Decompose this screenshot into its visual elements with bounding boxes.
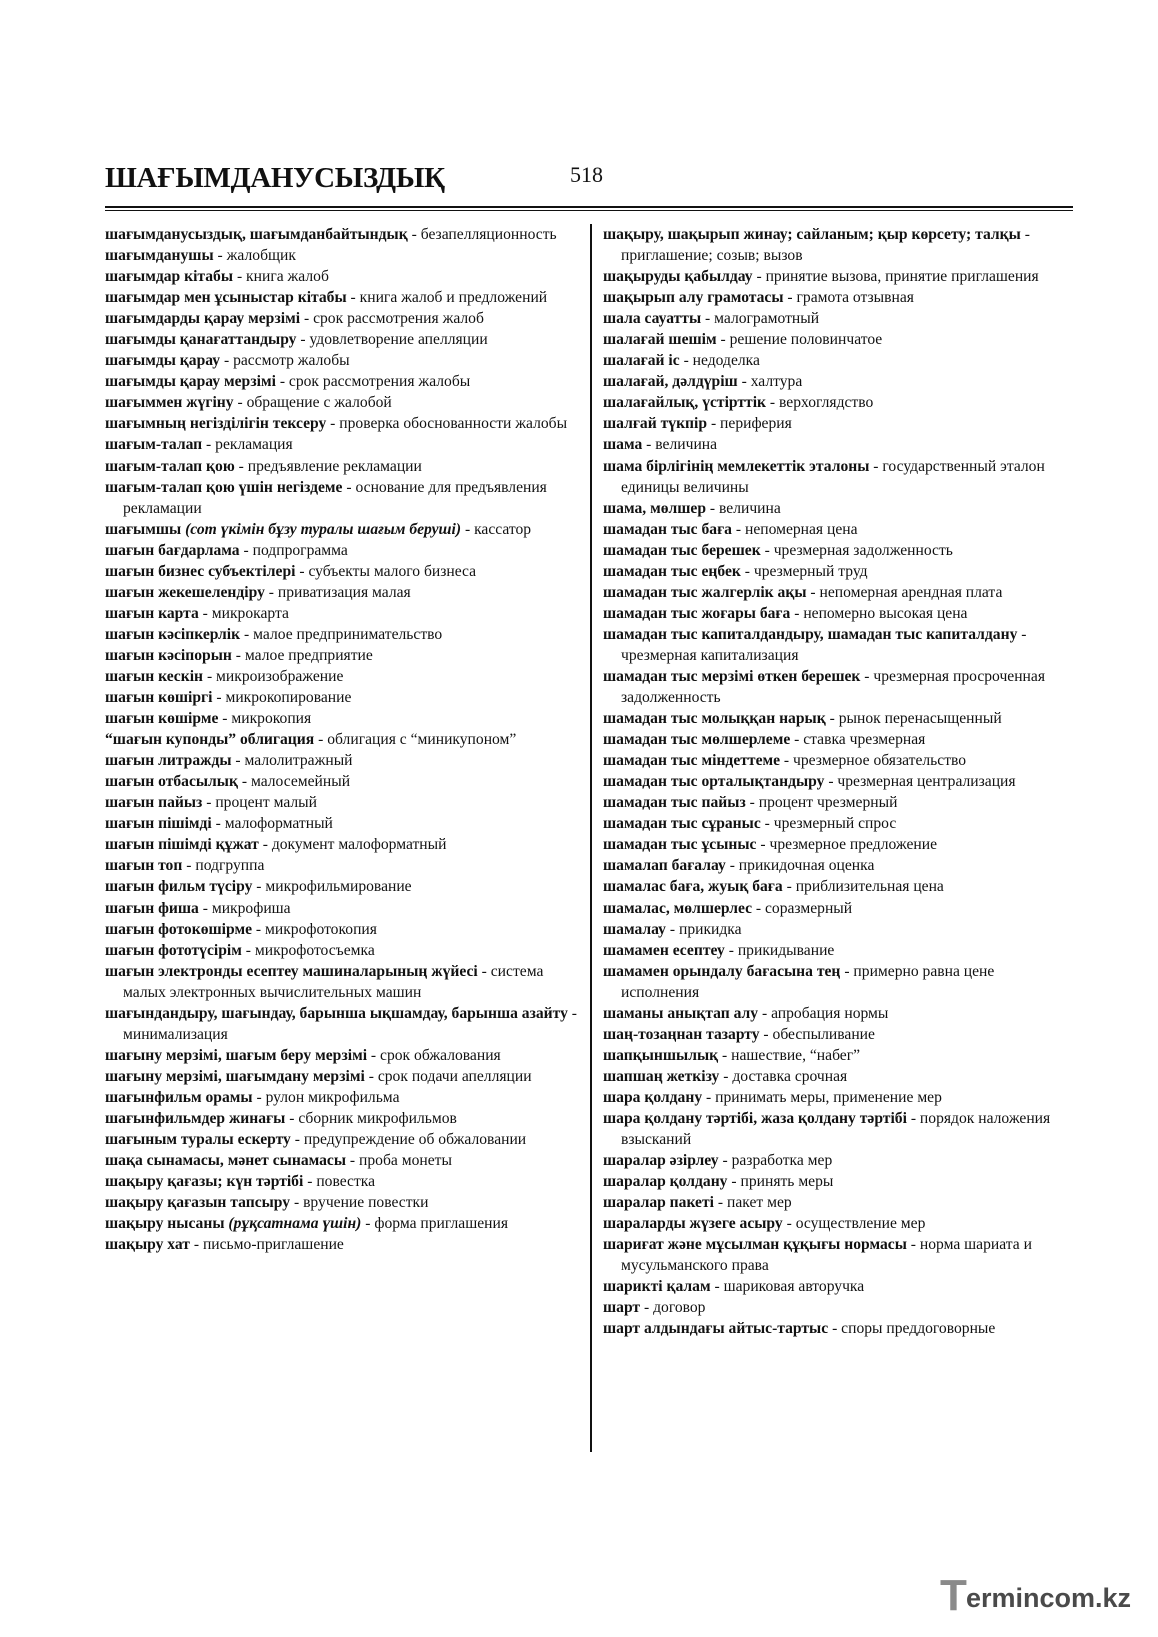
- entry-translation: малоформатный: [224, 815, 333, 833]
- entry-translation: прикидывание: [737, 941, 835, 959]
- entry-translation: минимализация: [123, 1025, 228, 1043]
- dictionary-entry: шағымшы (сот үкімін бұзу туралы шағым беруші) - кассатор: [105, 520, 532, 538]
- entry-translation: обращение с жалобой: [246, 394, 392, 412]
- dictionary-entry: шағын карта - микрокарта: [105, 604, 289, 622]
- entry-translation: повестка: [316, 1173, 376, 1191]
- entry-translation: форма приглашения: [374, 1215, 508, 1233]
- entry-translation: проверка обоснованности жалобы: [339, 415, 568, 433]
- dictionary-entry: шағын көшіргі - микрокопирование: [105, 689, 352, 707]
- dictionary-entry: шағын жекешелендіру - приватизация малая: [105, 583, 411, 601]
- entry-term: шамалау: [603, 920, 666, 938]
- entry-translation: непомерная арендная плата: [819, 583, 1003, 601]
- dictionary-entry: шағыным туралы ескерту - предупреждение об обжаловании: [105, 1131, 527, 1149]
- entry-term: шағын отбасылық: [105, 773, 238, 791]
- entry-note: (сот үкімін бұзу туралы шағым беруші): [185, 520, 462, 538]
- entry-term: шаманы анықтап алу: [603, 1004, 759, 1022]
- entry-translation: принять меры: [740, 1173, 834, 1191]
- entry-translation: субъекты малого бизнеса: [308, 562, 477, 580]
- entry-translation: книга жалоб: [246, 268, 329, 286]
- dictionary-entry: шағыну мерзімі, шағымдану мерзімі - срок подачи апелляции: [105, 1067, 532, 1085]
- entry-term: шағын кәсіпкерлік: [105, 625, 241, 643]
- entry-term: шамалас, мөлшерлес: [603, 899, 752, 917]
- dictionary-entry: шарт алдындағы айтыс-тартыс - споры преддоговорные: [603, 1320, 996, 1338]
- entry-translation: чрезмерная централизация: [837, 773, 1016, 791]
- entry-translation: халтура: [750, 373, 803, 391]
- entry-term: шағым-талап: [105, 436, 203, 454]
- entry-term: шамадан тыс міндеттеме: [603, 752, 781, 770]
- entry-translation: чрезмерное обязательство: [793, 752, 967, 770]
- entry-term: шалғай түкпір: [603, 415, 708, 433]
- dictionary-entry: шағын пішімді құжат - документ малоформатный: [105, 836, 447, 854]
- entry-term: шағыну мерзімі, шағымдану мерзімі: [105, 1067, 365, 1085]
- entry-term: шапқыншылық: [603, 1046, 719, 1064]
- entry-term: шағын электронды есептеу машиналарының жүйесі: [105, 962, 478, 980]
- entry-translation: договор: [653, 1299, 706, 1317]
- dictionary-entry: шамадан тыс берешек - чрезмерная задолженность: [603, 541, 953, 559]
- dictionary-entry: шағын литражды - малолитражный: [105, 752, 353, 770]
- entry-term: шақыру, шақырып жинау; сайланым; қыр көрсету; талқы: [603, 226, 1021, 243]
- entry-translation: приблизительная цена: [795, 878, 944, 896]
- column-divider: [590, 224, 592, 1452]
- dictionary-entry: шағын кәсіпорын - малое предприятие: [105, 646, 373, 664]
- entry-translation: примерно равна цене исполнения: [621, 962, 995, 1001]
- entry-term: шамадан тыс жалгерлік ақы: [603, 583, 807, 601]
- entry-term: шарикті қалам: [603, 1278, 711, 1296]
- entry-translation: разработка мер: [731, 1152, 833, 1170]
- entry-term: шағыммен жүгіну: [105, 394, 234, 412]
- entry-term: шақырып алу грамотасы: [603, 289, 784, 307]
- dictionary-entry: шағын кәсіпкерлік - малое предпринимательство: [105, 625, 443, 643]
- dictionary-entry: шағын топ - подгруппа: [105, 857, 265, 875]
- entry-term: шамадан тыс капиталдандыру, шамадан тыс капиталдану: [603, 625, 1018, 643]
- entry-term: шағын бизнес субъектілері: [105, 562, 296, 580]
- entry-term: шамадан тыс берешек: [603, 541, 761, 559]
- entry-translation: предупреждение об обжаловании: [303, 1131, 527, 1149]
- dictionary-entry: шағын пайыз - процент малый: [105, 794, 317, 812]
- entry-translation: срок рассмотрения жалобы: [288, 373, 471, 391]
- page-number: 518: [570, 162, 603, 187]
- dictionary-entry: шағым-талап қою үшін негіздеме - основание для предъявления рекламации: [105, 478, 547, 517]
- entry-term: шағым-талап қою үшін негіздеме: [105, 478, 343, 496]
- entry-translation: чрезмерный труд: [753, 562, 868, 580]
- dictionary-entry: шақыруды қабылдау - принятие вызова, принятие приглашения: [603, 268, 1039, 286]
- dictionary-entry: шағымды қанағаттандыру - удовлетворение апелляции: [105, 331, 488, 349]
- entry-translation: споры преддоговорные: [841, 1320, 996, 1338]
- entry-translation: малое предприятие: [244, 646, 373, 664]
- entry-translation: рекламация: [215, 436, 293, 454]
- entry-translation: микрокарта: [211, 604, 289, 622]
- entry-translation: верхоглядство: [779, 394, 874, 412]
- entry-term: шала сауатты: [603, 310, 702, 328]
- entry-term: шарт алдындағы айтыс-тартыс: [603, 1320, 829, 1338]
- dictionary-entry: шамадан тыс мөлшерлеме - ставка чрезмерная: [603, 731, 926, 749]
- entry-term: шақыру қағазын тапсыру: [105, 1194, 291, 1212]
- dictionary-entry: шағыну мерзімі, шағым беру мерзімі - срок обжалования: [105, 1046, 501, 1064]
- entry-translation: непомерная цена: [744, 520, 858, 538]
- entry-term: шамадан тыс ұсыныс: [603, 836, 757, 854]
- entry-translation: основание для предъявления рекламации: [123, 478, 547, 517]
- entry-term: шағын карта: [105, 604, 199, 622]
- dictionary-entry: шағымдарды қарау мерзімі - срок рассмотрения жалоб: [105, 310, 484, 328]
- entry-translation: микрофильмирование: [265, 878, 412, 896]
- entry-translation: норма шариата и мусульманского права: [621, 1236, 1032, 1275]
- dictionary-entry: шағын бағдарлама - подпрограмма: [105, 541, 348, 559]
- entry-translation: микрофотосъемка: [254, 941, 375, 959]
- dictionary-entry: шамалап бағалау - прикидочная оценка: [603, 857, 875, 875]
- entry-translation: чрезмерное предложение: [769, 836, 937, 854]
- entry-term: шағыным туралы ескерту: [105, 1131, 291, 1149]
- dictionary-entry: шақыру нысаны (рұқсатнама үшін) - форма приглашения: [105, 1215, 508, 1233]
- dictionary-entry: шақыру қағазы; күн тәртібі - повестка: [105, 1173, 376, 1191]
- dictionary-entry: шапқыншылық - нашествие, “набег”: [603, 1046, 861, 1064]
- entry-translation: малограмотный: [714, 310, 820, 328]
- entry-term: шамадан тыс баға: [603, 520, 732, 538]
- entry-term: шағындандыру, шағындау, барынша ықшамдау, барынша азайту: [105, 1004, 568, 1022]
- dictionary-entry: шаралар қолдану - принять меры: [603, 1173, 834, 1191]
- entry-translation: осуществление мер: [795, 1215, 926, 1233]
- dictionary-entry: шағыммен жүгіну - обращение с жалобой: [105, 394, 392, 412]
- dictionary-entry: шамадан тыс орталықтандыру - чрезмерная централизация: [603, 773, 1016, 791]
- dictionary-entry: шағынфильм орамы - рулон микрофильма: [105, 1088, 400, 1106]
- dictionary-entry: шағын фототүсірім - микрофотосъемка: [105, 941, 375, 959]
- entry-term: шамамен есептеу: [603, 941, 725, 959]
- entry-term: шамалап бағалау: [603, 857, 726, 875]
- entry-term: “шағын купонды” облигация: [105, 731, 315, 749]
- entry-translation: чрезмерный спрос: [773, 815, 897, 833]
- dictionary-entry: шағын фотокөшірме - микрофотокопия: [105, 920, 377, 938]
- entry-translation: приватизация малая: [277, 583, 411, 601]
- termincom-logo: [940, 1572, 1140, 1622]
- dictionary-entry: шара қолдану тәртібі, жаза қолдану тәртібі - порядок наложения взысканий: [603, 1109, 1051, 1149]
- entry-term: шағын фильм түсіру: [105, 878, 253, 896]
- logo-initial: T: [940, 1571, 967, 1620]
- entry-term: шариғат және мұсылман құқығы нормасы: [603, 1236, 907, 1254]
- entry-term: шалағай, дәлдүріш: [603, 373, 738, 391]
- dictionary-entry: шалағайлық, үстірттік - верхоглядство: [603, 394, 874, 412]
- dictionary-entry: шамамен есептеу - прикидывание: [603, 941, 835, 959]
- entry-translation: подпрограмма: [252, 541, 348, 559]
- entry-translation: апробация нормы: [771, 1004, 889, 1022]
- dictionary-entry: шамадан тыс мерзімі өткен берешек - чрезмерная просроченная задолженность: [603, 667, 1045, 707]
- dictionary-entry: шағын фиша - микрофиша: [105, 899, 291, 917]
- entry-translation: процент чрезмерный: [758, 794, 898, 812]
- entry-translation: удовлетворение апелляции: [309, 331, 488, 349]
- entry-term: шамадан тыс молыққан нарық: [603, 710, 826, 728]
- dictionary-entry: шағымның негізділігін тексеру - проверка обоснованности жалобы: [105, 415, 568, 433]
- entry-term: шағымды қарау мерзімі: [105, 373, 276, 391]
- entry-term: шағымданусыздық, шағымданбайтындық: [105, 226, 408, 243]
- dictionary-entry: шамалас, мөлшерлес - соразмерный: [603, 899, 853, 917]
- entry-term: шағынфильм орамы: [105, 1088, 253, 1106]
- entry-translation: принимать меры, применение мер: [715, 1088, 942, 1106]
- dictionary-entry: “шағын купонды” облигация - облигация с “миникупоном”: [105, 731, 517, 749]
- dictionary-entry: шағымды қарау мерзімі - срок рассмотрения жалобы: [105, 373, 471, 391]
- dictionary-entry: шараларды жүзеге асыру - осуществление мер: [603, 1215, 926, 1233]
- dictionary-entry: шағым-талап қою - предъявление рекламации: [105, 457, 422, 475]
- entry-term: шағын жекешелендіру: [105, 583, 265, 601]
- entry-term: шағын кескін: [105, 667, 204, 685]
- right-column: [603, 224, 1073, 1339]
- dictionary-entry: шамадан тыс еңбек - чрезмерный труд: [603, 562, 868, 580]
- entry-translation: недоделка: [692, 352, 760, 370]
- entry-term: шамадан тыс мөлшерлеме: [603, 731, 791, 749]
- entry-translation: книга жалоб и предложений: [359, 289, 548, 307]
- entry-translation: приглашение; созыв; вызов: [621, 247, 803, 265]
- page-title: ШАҒЫМДАНУСЫЗДЫҚ: [105, 162, 445, 194]
- dictionary-entry: шағын кескін - микроизображение: [105, 667, 344, 685]
- entry-term: шағын кәсіпорын: [105, 646, 232, 664]
- entry-term: шара қолдану: [603, 1088, 703, 1106]
- entry-term: шағын литражды: [105, 752, 232, 770]
- entry-translation: система малых электронных вычислительных машин: [123, 962, 544, 1001]
- entry-note: (рұқсатнама үшін): [228, 1215, 362, 1233]
- entry-term: шағымшы: [105, 520, 182, 538]
- entry-term: шамадан тыс пайыз: [603, 794, 746, 812]
- dictionary-entry: шамадан тыс міндеттеме - чрезмерное обязательство: [603, 752, 967, 770]
- dictionary-entry: шамадан тыс пайыз - процент чрезмерный: [603, 794, 898, 812]
- entry-term: шараларды жүзеге асыру: [603, 1215, 783, 1233]
- entry-translation: микрофотокопия: [265, 920, 377, 938]
- entry-term: шаралар әзірлеу: [603, 1152, 719, 1170]
- dictionary-entry: шағым-талап - рекламация: [105, 436, 293, 454]
- entry-term: шағымды қарау: [105, 352, 221, 370]
- entry-term: шалағай іс: [603, 352, 680, 370]
- entry-translation: величина: [655, 436, 718, 454]
- entry-translation: малолитражный: [244, 752, 353, 770]
- entry-term: шағын топ: [105, 857, 183, 875]
- entry-translation: подгруппа: [195, 857, 265, 875]
- entry-term: шағын пайыз: [105, 794, 203, 812]
- dictionary-entry: шалғай түкпір - периферия: [603, 415, 792, 433]
- left-column: [105, 224, 583, 1255]
- entry-term: шағын көшіргі: [105, 689, 213, 707]
- logo-text: ermincom.kz: [966, 1583, 1132, 1613]
- entry-term: шалағайлық, үстірттік: [603, 394, 767, 412]
- entry-translation: нашествие, “набег”: [731, 1046, 861, 1064]
- dictionary-entry: шамалас баға, жуық баға - приблизительная цена: [603, 878, 944, 896]
- header-rule-thin: [105, 210, 1073, 211]
- entry-translation: периферия: [720, 415, 792, 433]
- entry-translation: чрезмерная капитализация: [621, 646, 799, 664]
- dictionary-entry: шаралар әзірлеу - разработка мер: [603, 1152, 833, 1170]
- entry-term: шапшаң жеткізу: [603, 1067, 720, 1085]
- entry-term: шақа сынамасы, мәнет сынамасы: [105, 1152, 347, 1170]
- entry-translation: микрокопирование: [225, 689, 352, 707]
- entry-translation: проба монеты: [359, 1152, 452, 1170]
- entry-translation: непомерно высокая цена: [803, 604, 968, 622]
- dictionary-entry: шарт - договор: [603, 1299, 706, 1317]
- dictionary-entry: шағымды қарау - рассмотр жалобы: [105, 352, 350, 370]
- dictionary-entry: шалағай іс - недоделка: [603, 352, 760, 370]
- entry-term: шаң-тозаңнан тазарту: [603, 1025, 760, 1043]
- entry-term: шамадан тыс сұраныс: [603, 815, 761, 833]
- entry-translation: срок подачи апелляции: [377, 1067, 532, 1085]
- entry-translation: соразмерный: [765, 899, 853, 917]
- entry-translation: малое предпринимательство: [253, 625, 443, 643]
- entry-translation: кассатор: [474, 520, 532, 538]
- dictionary-entry: шала сауатты - малограмотный: [603, 310, 820, 328]
- entry-term: шағымданушы: [105, 247, 214, 265]
- dictionary-entry: шағымдар кітабы - книга жалоб: [105, 268, 329, 286]
- entry-translation: чрезмерная просроченная задолженность: [621, 667, 1045, 707]
- entry-term: шағымды қанағаттандыру: [105, 331, 297, 349]
- dictionary-entry: шамадан тыс баға - непомерная цена: [603, 520, 858, 538]
- entry-translation: микроизображение: [216, 667, 344, 685]
- entry-translation: облигация с “миникупоном”: [327, 731, 517, 749]
- entry-term: шаралар пакеті: [603, 1194, 714, 1212]
- entry-translation: безапелляционность: [420, 226, 557, 243]
- entry-translation: чрезмерная задолженность: [773, 541, 953, 559]
- entry-translation: доставка срочная: [732, 1067, 848, 1085]
- dictionary-entry: шағымданусыздық, шағымданбайтындық - безапелляционность: [105, 226, 557, 243]
- entry-translation: рулон микрофильма: [265, 1088, 400, 1106]
- dictionary-entry: шағымдар мен ұсыныстар кітабы - книга жалоб и предложений: [105, 289, 548, 307]
- dictionary-entry: шағындандыру, шағындау, барынша ықшамдау, барынша азайту - минимализация: [105, 1004, 577, 1043]
- entry-term: шақыру нысаны: [105, 1215, 225, 1233]
- dictionary-entry: шағын көшірме - микрокопия: [105, 710, 312, 728]
- entry-term: шағын көшірме: [105, 710, 219, 728]
- dictionary-entry: шағын пішімді - малоформатный: [105, 815, 333, 833]
- dictionary-entry: шара қолдану - принимать меры, применение мер: [603, 1088, 942, 1106]
- entry-term: шамадан тыс жоғары баға: [603, 604, 791, 622]
- entry-term: шағын бағдарлама: [105, 541, 240, 559]
- entry-term: шағын фототүсірім: [105, 941, 242, 959]
- entry-translation: рассмотр жалобы: [233, 352, 350, 370]
- dictionary-entry: шалағай, дәлдүріш - халтура: [603, 373, 803, 391]
- entry-term: шағыну мерзімі, шағым беру мерзімі: [105, 1046, 368, 1064]
- entry-term: шағынфильмдер жинағы: [105, 1109, 286, 1127]
- dictionary-entry: шамадан тыс жалгерлік ақы - непомерная арендная плата: [603, 583, 1003, 601]
- entry-term: шамадан тыс мерзімі өткен берешек: [603, 667, 861, 685]
- entry-translation: грамота отзывная: [796, 289, 914, 307]
- dictionary-entry: шама, мөлшер - величина: [603, 499, 781, 517]
- entry-term: шамамен орындалу бағасына тең: [603, 962, 841, 980]
- entry-term: шама, мөлшер: [603, 499, 706, 517]
- entry-term: шағымдар мен ұсыныстар кітабы: [105, 289, 347, 307]
- dictionary-entry: шапшаң жеткізу - доставка срочная: [603, 1067, 848, 1085]
- entry-term: шағын фиша: [105, 899, 199, 917]
- entry-term: шалағай шешім: [603, 331, 717, 349]
- entry-translation: микрокопия: [231, 710, 312, 728]
- dictionary-entry: шамамен орындалу бағасына тең - примерно равна цене исполнения: [603, 962, 995, 1001]
- entry-translation: пакет мер: [726, 1194, 792, 1212]
- entry-translation: срок обжалования: [380, 1046, 501, 1064]
- dictionary-entry: шағын фильм түсіру - микрофильмирование: [105, 878, 412, 896]
- entry-translation: порядок наложения взысканий: [621, 1109, 1051, 1149]
- entry-translation: шариковая авторучка: [723, 1278, 865, 1296]
- dictionary-entry: шама бірлігінің мемлекеттік эталоны - государственный эталон единицы величины: [603, 457, 1045, 496]
- entry-term: шағын пішімді: [105, 815, 212, 833]
- entry-translation: прикидка: [678, 920, 742, 938]
- entry-translation: рынок перенасыщенный: [838, 710, 1002, 728]
- dictionary-entry: шама - величина: [603, 436, 718, 454]
- entry-term: шақыру хат: [105, 1236, 190, 1254]
- entry-term: шағымдар кітабы: [105, 268, 234, 286]
- entry-term: шарт: [603, 1299, 641, 1317]
- entry-translation: решение половинчатое: [729, 331, 883, 349]
- entry-translation: обеспыливание: [772, 1025, 875, 1043]
- dictionary-entry: шалағай шешім - решение половинчатое: [603, 331, 883, 349]
- dictionary-entry: шамалау - прикидка: [603, 920, 742, 938]
- entry-term: шағымдарды қарау мерзімі: [105, 310, 301, 328]
- dictionary-entry: шағынфильмдер жинағы - сборник микрофильмов: [105, 1109, 457, 1127]
- entry-translation: вручение повестки: [303, 1194, 429, 1212]
- entry-term: шама: [603, 436, 643, 454]
- dictionary-entry: шағын отбасылық - малосемейный: [105, 773, 351, 791]
- dictionary-entry: шамадан тыс жоғары баға - непомерно высокая цена: [603, 604, 968, 622]
- dictionary-entry: шағымданушы - жалобщик: [105, 247, 296, 265]
- entry-translation: ставка чрезмерная: [803, 731, 926, 749]
- entry-translation: величина: [719, 499, 781, 517]
- dictionary-entry: шамадан тыс молыққан нарық - рынок перенасыщенный: [603, 710, 1002, 728]
- entry-translation: документ малоформатный: [271, 836, 447, 854]
- entry-term: шамадан тыс орталықтандыру: [603, 773, 825, 791]
- dictionary-entry: шариғат және мұсылман құқығы нормасы - норма шариата и мусульманского права: [603, 1236, 1032, 1275]
- dictionary-entry: шамадан тыс ұсыныс - чрезмерное предложение: [603, 836, 937, 854]
- entry-translation: прикидочная оценка: [738, 857, 875, 875]
- header-rule-thick: [105, 206, 1073, 208]
- dictionary-entry: шаң-тозаңнан тазарту - обеспыливание: [603, 1025, 875, 1043]
- entry-term: шаралар қолдану: [603, 1173, 728, 1191]
- entry-translation: государственный эталон единицы величины: [621, 457, 1045, 496]
- entry-translation: сборник микрофильмов: [298, 1109, 457, 1127]
- entry-term: шақыруды қабылдау: [603, 268, 753, 286]
- entry-translation: предъявление рекламации: [247, 457, 422, 475]
- dictionary-entry: шақа сынамасы, мәнет сынамасы - проба монеты: [105, 1152, 452, 1170]
- entry-term: шама бірлігінің мемлекеттік эталоны: [603, 457, 870, 475]
- entry-term: шағын фотокөшірме: [105, 920, 252, 938]
- entry-term: шамалас баға, жуық баға: [603, 878, 783, 896]
- entry-translation: письмо-приглашение: [202, 1236, 344, 1254]
- entry-term: шақыру қағазы; күн тәртібі: [105, 1173, 304, 1191]
- entry-term: шағымның негізділігін тексеру: [105, 415, 327, 433]
- entry-term: шағым-талап қою: [105, 457, 235, 475]
- entry-term: шағын пішімді құжат: [105, 836, 259, 854]
- dictionary-entry: шамадан тыс сұраныс - чрезмерный спрос: [603, 815, 897, 833]
- entry-term: шара қолдану тәртібі, жаза қолдану тәртібі: [603, 1109, 907, 1127]
- dictionary-entry: шамадан тыс капиталдандыру, шамадан тыс капиталдану - чрезмерная капитализация: [603, 625, 1027, 664]
- dictionary-entry: шақырып алу грамотасы - грамота отзывная: [603, 289, 914, 307]
- entry-term: шамадан тыс еңбек: [603, 562, 741, 580]
- dictionary-entry: шақыру, шақырып жинау; сайланым; қыр көрсету; талқы - приглашение; созыв; вызов: [603, 226, 1030, 265]
- entry-translation: принятие вызова, принятие приглашения: [765, 268, 1039, 286]
- dictionary-entry: шақыру қағазын тапсыру - вручение повестки: [105, 1194, 429, 1212]
- entry-translation: микрофиша: [211, 899, 291, 917]
- page-header: [105, 158, 1073, 206]
- entry-translation: процент малый: [215, 794, 317, 812]
- entry-translation: срок рассмотрения жалоб: [313, 310, 484, 328]
- dictionary-entry: шағын бизнес субъектілері - субъекты малого бизнеса: [105, 562, 477, 580]
- entry-translation: малосемейный: [250, 773, 351, 791]
- dictionary-entry: шағын электронды есептеу машиналарының жүйесі - система малых электронных вычислительных машин: [105, 962, 544, 1001]
- dictionary-entry: шаманы анықтап алу - апробация нормы: [603, 1004, 889, 1022]
- dictionary-entry: шақыру хат - письмо-приглашение: [105, 1236, 344, 1254]
- dictionary-entry: шаралар пакеті - пакет мер: [603, 1194, 792, 1212]
- dictionary-entry: шарикті қалам - шариковая авторучка: [603, 1278, 865, 1296]
- entry-translation: жалобщик: [226, 247, 296, 265]
